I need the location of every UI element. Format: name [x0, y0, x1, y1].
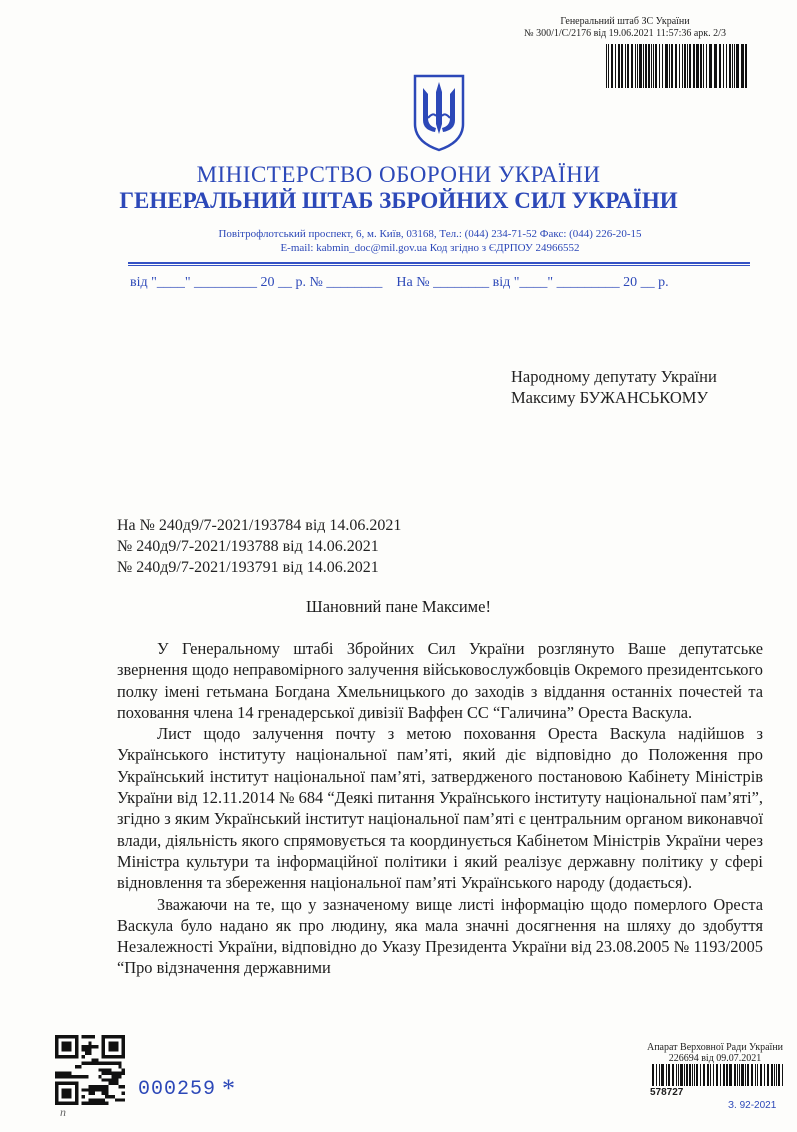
barcode-bar — [734, 1064, 736, 1086]
barcode-bar — [730, 1064, 731, 1086]
barcode-bar — [776, 1064, 777, 1086]
barcode-bar — [737, 1064, 738, 1086]
barcode-bar — [662, 44, 663, 88]
barcode-bar — [625, 44, 626, 88]
barcode-bar — [703, 44, 704, 88]
ministry-title: МІНІСТЕРСТВО ОБОРОНИ УКРАЇНИ — [196, 162, 601, 187]
rada-stamp-number: 226694 від 09.07.2021 — [668, 1053, 762, 1064]
general-staff-title: ГЕНЕРАЛЬНИЙ ШТАБ ЗБРОЙНИХ СИЛ УКРАЇНИ — [119, 188, 678, 213]
reference-line: № 240д9/7-2021/193791 від 14.06.2021 — [117, 559, 379, 576]
barcode-bar — [709, 44, 711, 88]
barcode-bar — [751, 1064, 753, 1086]
header-divider-thin — [128, 265, 750, 266]
barcode-bar — [665, 44, 667, 88]
barcode-bar — [635, 44, 636, 88]
addressee-name: Максиму БУЖАНСЬКОМУ — [511, 388, 709, 407]
contact-email: E-mail: kabmin_doc@mil.gov.ua Код згідно з ЄДРПОУ 24966552 — [280, 242, 580, 254]
barcode-bar — [661, 1064, 663, 1086]
barcode-bar — [726, 1064, 728, 1086]
barcode-bar — [729, 44, 731, 88]
barcode-bar — [606, 44, 607, 88]
barcode-bar — [732, 44, 733, 88]
barcode-bar — [739, 1064, 740, 1086]
registration-number: 000259 — [138, 1078, 217, 1101]
barcode-bar — [686, 1064, 687, 1086]
barcode-bar — [694, 1064, 695, 1086]
stamp-org: Генеральний штаб ЗС України — [560, 16, 690, 27]
barcode-bar — [669, 44, 670, 88]
barcode-bar — [782, 1064, 783, 1086]
top-barcode — [606, 44, 748, 88]
barcode-bar — [706, 44, 707, 88]
barcode-bar — [771, 1064, 773, 1086]
barcode-bar — [757, 1064, 758, 1086]
body-paragraph: Зважаючи на те, що у зазначеному вище листі інформацію щодо померлого Ореста Васкула було надано як про людину, яка мала значні досягнення на шляху до здобуття Незалежності України, відповідно до Указу Президента України від 23.08.2005 № 1193/2005 “Про відзначення державними — [117, 894, 763, 978]
barcode-bar — [682, 44, 683, 88]
addressee-title: Народному депутату України — [511, 367, 717, 386]
outgoing-ref-line: від "____" _________ 20 __ р. № ________ На № ________ від "____" _________ 20 __ р. — [130, 275, 669, 290]
barcode-bar — [747, 1064, 748, 1086]
star-mark: * — [222, 1074, 235, 1103]
barcode-bar — [627, 44, 628, 88]
barcode-bar — [707, 1064, 709, 1086]
barcode-bar — [715, 44, 716, 88]
barcode-bar — [760, 1064, 762, 1086]
body-paragraph: У Генеральному штабі Збройних Сил України розглянуто Ваше депутатське звернення щодо неправомірного залучення військовослужбовців Окремого президентського полку імені гетьмана Богдана Хмельницького до заходів з віддання останніх почестей та поховання члена 14 гренадерської дивізії Ваффен СС “Галичина” Ореста Васкула. — [117, 639, 763, 722]
barcode-bar — [710, 1064, 711, 1086]
reference-numbers — [117, 515, 401, 578]
reference-line: № 240д9/7-2021/193788 від 14.06.2021 — [117, 538, 379, 555]
barcode-bar — [764, 1064, 765, 1086]
trident-emblem — [411, 72, 467, 152]
barcode-bar — [659, 1064, 660, 1086]
bottom-barcode — [652, 1064, 784, 1086]
barcode-bar — [684, 1064, 685, 1086]
barcode-bar — [692, 1064, 693, 1086]
barcode-bar — [675, 44, 677, 88]
barcode-bar — [700, 1064, 701, 1086]
barcode-bar — [668, 1064, 669, 1086]
barcode-bar — [755, 1064, 756, 1086]
barcode-bar — [631, 44, 633, 88]
form-code: З. 92-2021 — [728, 1100, 777, 1111]
barcode-bar — [679, 44, 680, 88]
barcode-bar — [767, 1064, 768, 1086]
addressee-block — [511, 366, 717, 408]
barcode-bar — [648, 44, 650, 88]
rada-stamp — [645, 1042, 785, 1064]
barcode-bar — [637, 44, 638, 88]
barcode-bar — [618, 44, 619, 88]
barcode-bar — [719, 44, 721, 88]
greeting: Шановний пане Максиме! — [306, 597, 491, 616]
barcode-bar — [693, 44, 695, 88]
barcode-bar — [689, 44, 690, 88]
stamp-number: № 300/1/С/2176 від 19.06.2021 11:57:36 арк. 2/3 — [524, 28, 726, 39]
barcode-bar — [741, 44, 742, 88]
barcode-bar — [645, 44, 646, 88]
barcode-bar — [774, 1064, 775, 1086]
header-divider — [128, 262, 750, 264]
barcode-bar — [723, 1064, 724, 1086]
barcode-bar — [696, 1064, 698, 1086]
letter-body — [117, 638, 763, 979]
barcode-bar — [611, 44, 613, 88]
barcode-bar — [729, 1064, 730, 1086]
barcode-bar — [716, 1064, 718, 1086]
rada-stamp-org: Апарат Верховної Ради України — [646, 1042, 784, 1053]
barcode-bar — [652, 1064, 654, 1086]
barcode-bar — [639, 44, 641, 88]
barcode-bar — [697, 44, 698, 88]
barcode-bar — [680, 1064, 682, 1086]
barcode-bar — [676, 1064, 677, 1086]
barcode-bar — [723, 44, 724, 88]
barcode-bar — [653, 44, 654, 88]
registration-stamp — [500, 16, 750, 40]
barcode-bar — [720, 1064, 721, 1086]
barcode-bar — [726, 44, 727, 88]
barcode-bar — [696, 44, 697, 88]
barcode-bar — [778, 1064, 780, 1086]
barcode-bar — [643, 44, 644, 88]
barcode-bar — [672, 1064, 674, 1086]
body-paragraph: Лист щодо залучення почту з метою поховання Ореста Васкула надійшов з Українського інституту національної пам’яті, який діє відповідно до Положення про Український інститут національної пам’яті, затвердженого постановою Кабінету Міністрів України від 12.11.2014 № 684 “Деякі питання Українського інституту національної пам’яті”, згідно з яким Український інститут національної пам’яті є центральним органом виконавчої влади, діяльність якого спрямовується та координується Кабінетом Міністрів України через Міністра культури та інформаційної політики і який реалізує державну політику у сфері відновлення та збереження національної пам’яті Українського народу (додається). — [117, 724, 763, 893]
barcode-bar — [741, 1064, 743, 1086]
barcode-bar — [655, 44, 657, 88]
barcode-bar — [678, 1064, 679, 1086]
barcode-bar — [689, 1064, 691, 1086]
barcode-bar — [700, 44, 702, 88]
barcode-bar — [671, 44, 672, 88]
barcode-bar — [608, 44, 609, 88]
barcode-bar — [714, 44, 715, 88]
barcode-bar — [621, 44, 623, 88]
handwritten-mark: n — [60, 1105, 66, 1119]
barcode-bar — [666, 1064, 667, 1086]
barcode-bar — [742, 44, 743, 88]
barcode-bar — [745, 44, 747, 88]
barcode-bar — [713, 1064, 714, 1086]
barcode-bar — [684, 44, 686, 88]
barcode-bar — [659, 44, 660, 88]
reference-line: На № 240д9/7-2021/193784 від 14.06.2021 — [117, 517, 402, 534]
barcode-bar — [656, 1064, 657, 1086]
barcode-bar — [745, 1064, 746, 1086]
qr-code — [55, 1035, 125, 1105]
barcode-bar — [687, 44, 688, 88]
barcode-bar — [615, 44, 616, 88]
barcode-bar — [736, 44, 738, 88]
contact-address: Повітрофлотський проспект, 6, м. Київ, 03168, Тел.: (044) 234-71-52 Факс: (044) 226-20-15 — [218, 228, 642, 240]
barcode-number: 578727 — [650, 1087, 684, 1098]
barcode-bar — [651, 44, 652, 88]
barcode-bar — [734, 44, 735, 88]
barcode-bar — [703, 1064, 704, 1086]
